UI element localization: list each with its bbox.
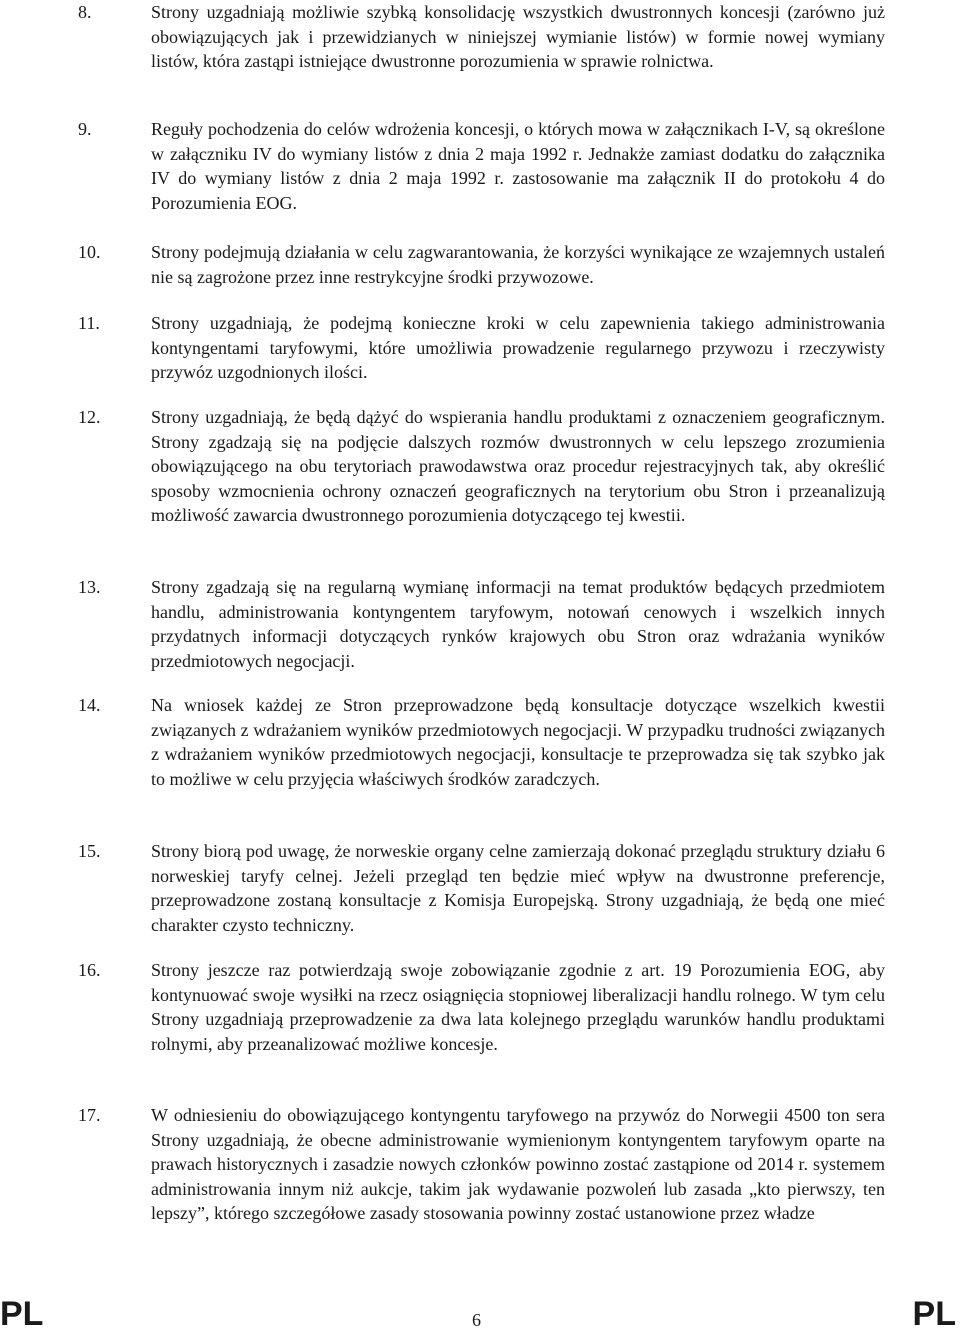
item-number: 11. xyxy=(78,313,100,333)
item-text: Reguły pochodzenia do celów wdrożenia koncesji, o których mowa w załącznikach I-V, są określone w załączniku IV do wymiany listów z dnia 2 maja 1992 r. Jednakże zamiast dodatku do załącznika IV do wymiany listów z dnia 2 maja 1992 r. zastosowanie ma załącznik II do protokołu 4 do Porozumienia EOG. xyxy=(151,119,885,213)
item-number: 10. xyxy=(78,242,101,262)
item-number: 8. xyxy=(78,2,92,22)
item-text: Strony jeszcze raz potwierdzają swoje zobowiązanie zgodnie z art. 19 Porozumienia EOG, aby kontynuować swoje wysiłki na rzecz osiągnięcia stopniowej liberalizacji handlu rolnego. W tym celu Strony uzgadniają przeprowadzenie za dwa lata kolejnego przeglądu warunków handlu produktami rolnymi, aby przeanalizować możliwe koncesje. xyxy=(151,960,885,1054)
item-text: Strony zgadzają się na regularną wymianę informacji na temat produktów będących przedmiotem handlu, administrowania kontyngentem taryfowym, notowań cenowych i wszelkich innych przydatnych informacji dotyczących rynków krajowych obu Stron oraz wdrażania wyników przedmiotowych negocjacji. xyxy=(151,577,885,671)
item-number: 17. xyxy=(78,1105,101,1125)
page-number: 6 xyxy=(472,1310,481,1330)
item-number: 16. xyxy=(78,960,101,980)
item-number: 9. xyxy=(78,119,92,139)
item-text: W odniesieniu do obowiązującego kontyngentu taryfowego na przywóz do Norwegii 4500 ton sera Strony uzgadniają, że obecne administrowanie wymienionym kontyngentem taryfowym oparte na prawach historycznych i zasadzie nowych członków powinno zostać zastąpione od 2014 r. systemem administrowania innym niż aukcje, takim jak wydawanie pozwoleń lub zasada „kto pierwszy, ten lepszy”, którego szczegółowe zasady stosowania powinny zostać ustanowione przez władze xyxy=(151,1105,885,1223)
item-number: 14. xyxy=(78,695,101,715)
item-text: Strony podejmują działania w celu zagwarantowania, że korzyści wynikające ze wzajemnych ustaleń nie są zagrożone przez inne restrykcyjne środki przywozowe. xyxy=(151,242,885,287)
item-number: 12. xyxy=(78,407,101,427)
item-text: Strony uzgadniają, że podejmą konieczne kroki w celu zapewnienia takiego administrowania kontyngentami taryfowymi, które umożliwia prowadzenie regularnego przywozu i rzeczywisty przywóz uzgodnionych ilości. xyxy=(151,313,885,382)
item-text: Na wniosek każdej ze Stron przeprowadzone będą konsultacje dotyczące wszelkich kwestii związanych z wdrażaniem wyników przedmiotowych negocjacji. W przypadku trudności związanych z wdrażaniem wyników przedmiotowych negocjacji, konsultacje te przeprowadza się tak szybko jak to możliwe w celu przyjęcia właściwych środków zaradczych. xyxy=(151,695,885,789)
item-text: Strony biorą pod uwagę, że norweskie organy celne zamierzają dokonać przeglądu struktury działu 6 norweskiej taryfy celnej. Jeżeli przegląd ten będzie mieć wpływ na dwustronne preferencje, przeprowadzone zostaną konsultacje z Komisja Europejską. Strony uzgadniają, że będą one mieć charakter czysto techniczny. xyxy=(151,841,885,935)
item-text: Strony uzgadniają możliwie szybką konsolidację wszystkich dwustronnych koncesji (zarówno już obowiązujących jak i przewidzianych w niniejszej wymianie listów) w formie nowej wymiany listów, która zastąpi istniejące dwustronne porozumienia w sprawie rolnictwa. xyxy=(151,2,885,71)
item-text: Strony uzgadniają, że będą dążyć do wspierania handlu produktami z oznaczeniem geograficznym. Strony zgadzają się na podjęcie dalszych rozmów dwustronnych w celu lepszego zrozumienia obowiązującego na obu terytoriach prawodawstwa oraz procedur rejestracyjnych tak, aby określić sposoby wzmocnienia ochrony oznaczeń geograficznych na terytorium obu Stron i przeanalizują możliwość zawarcia dwustronnego porozumienia dotyczącego tej kwestii. xyxy=(151,407,885,525)
language-code-right: PL xyxy=(912,1295,956,1333)
item-number: 13. xyxy=(78,577,101,597)
language-code-left: PL xyxy=(0,1295,44,1333)
item-number: 15. xyxy=(78,841,101,861)
